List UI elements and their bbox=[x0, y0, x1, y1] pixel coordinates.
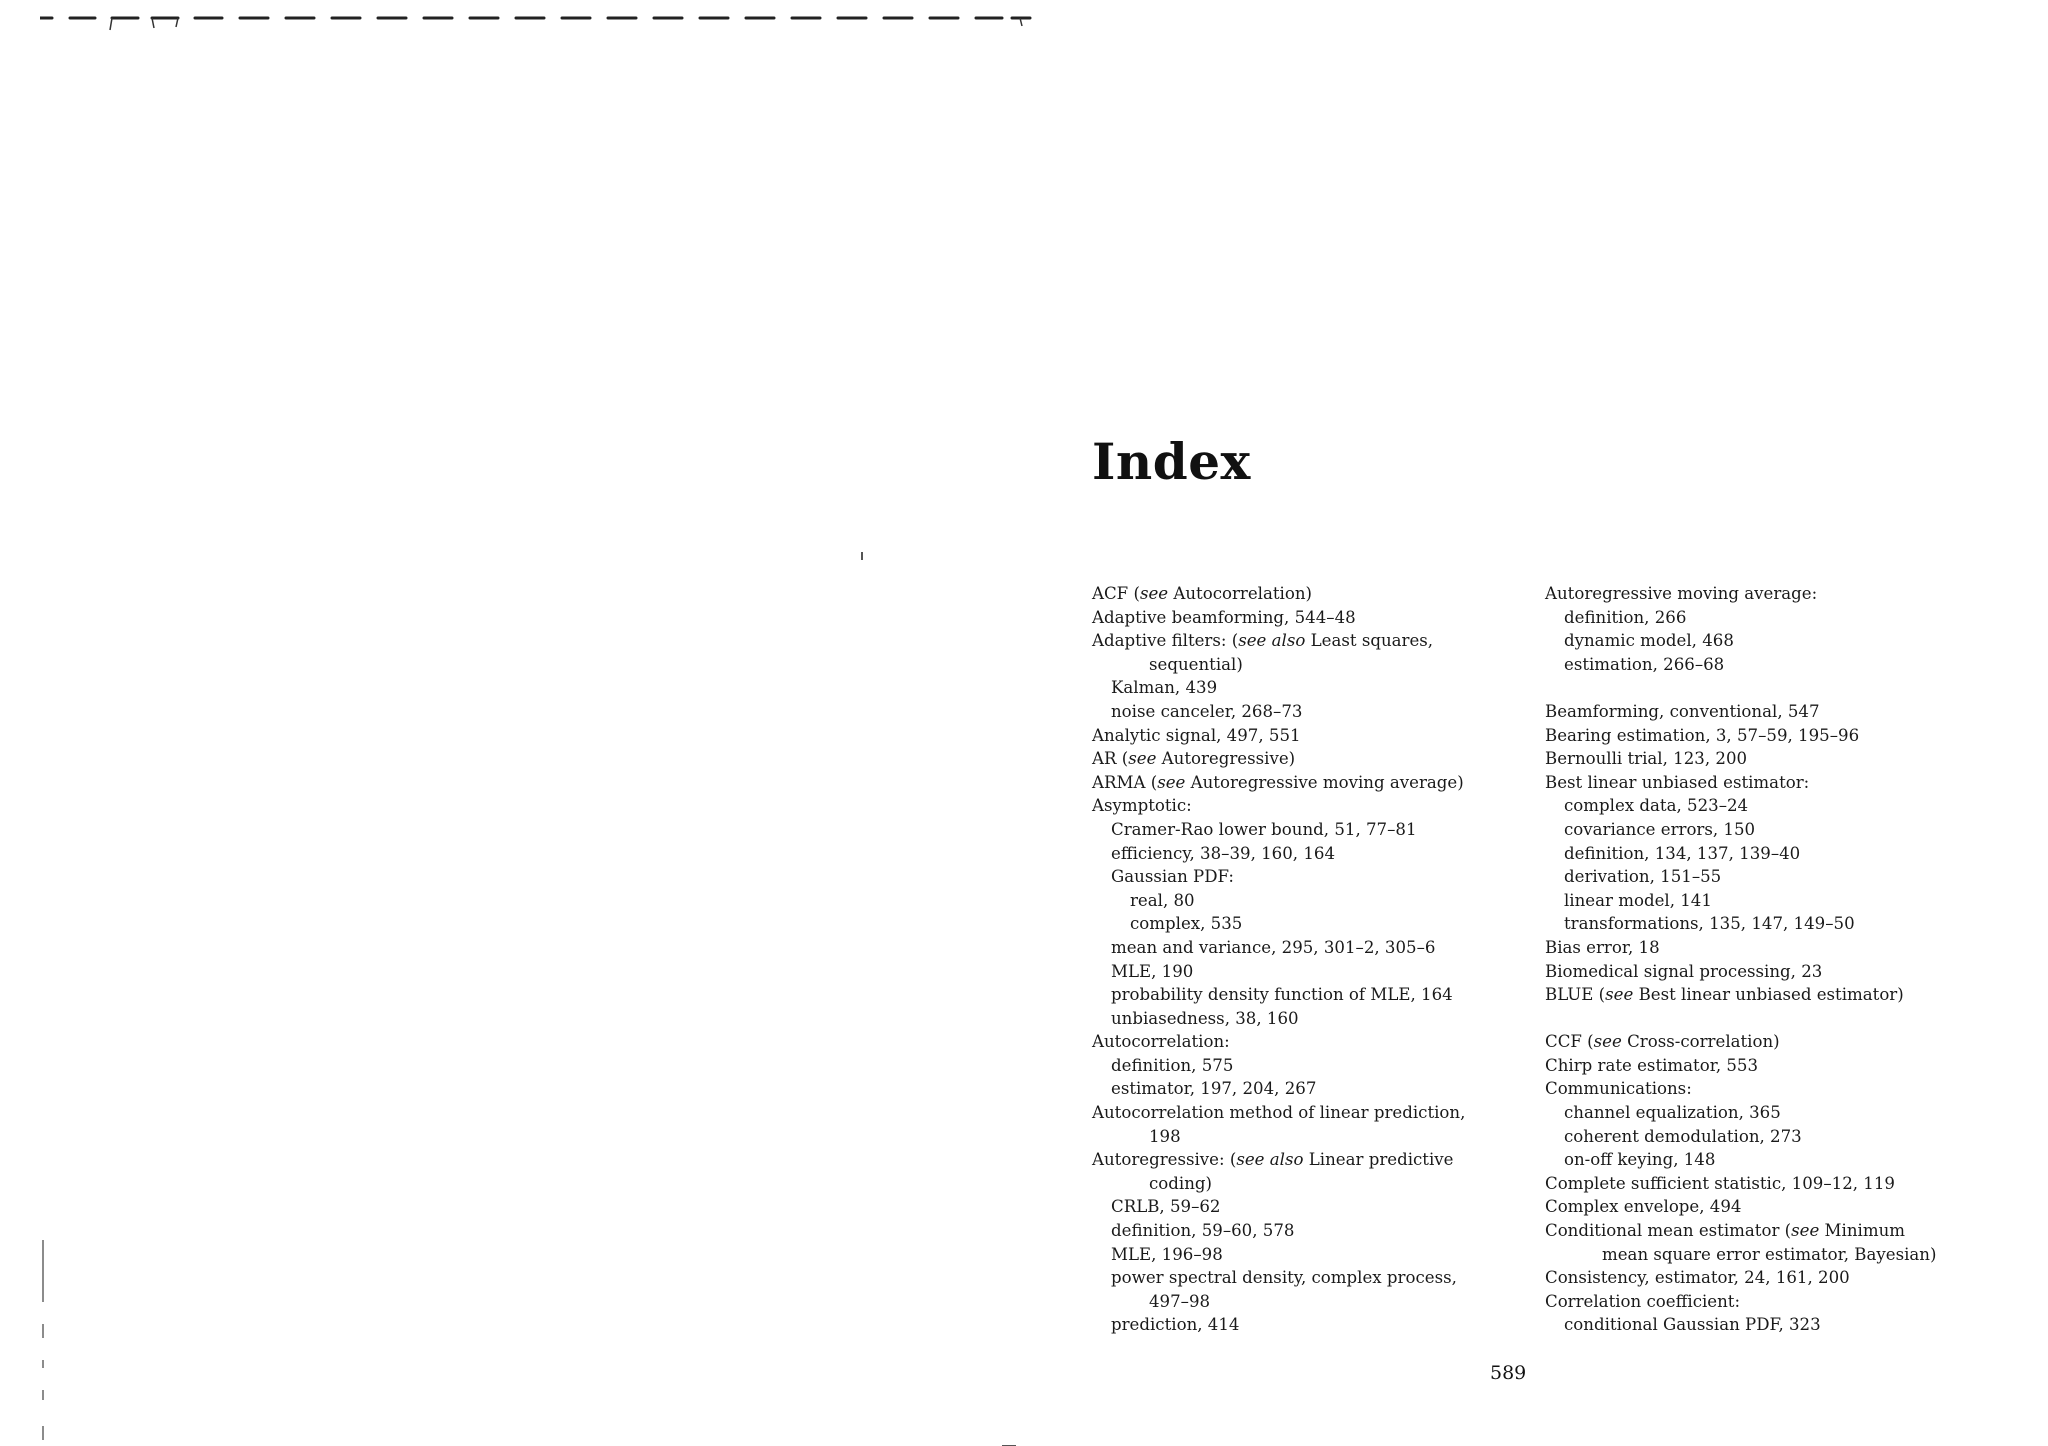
index-entry: power spectral density, complex process, bbox=[1111, 1268, 1457, 1288]
index-entry: mean and variance, 295, 301–2, 305–6 bbox=[1111, 937, 1436, 957]
index-entry: coding) bbox=[1149, 1173, 1212, 1193]
index-entry: 198 bbox=[1149, 1126, 1181, 1146]
index-entry: covariance errors, 150 bbox=[1564, 819, 1756, 839]
index-entry: transformations, 135, 147, 149–50 bbox=[1564, 914, 1855, 934]
scan-speck bbox=[861, 552, 863, 560]
index-entry: estimation, 266–68 bbox=[1564, 654, 1725, 674]
index-entry: Autocorrelation method of linear prediction, bbox=[1092, 1103, 1466, 1123]
index-entry: noise canceler, 268–73 bbox=[1111, 701, 1303, 721]
index-entry: Autoregressive: (see also Linear predictive bbox=[1092, 1150, 1454, 1170]
index-entry: Bernoulli trial, 123, 200 bbox=[1545, 749, 1748, 769]
index-entry: CCF (see Cross-correlation) bbox=[1545, 1032, 1780, 1052]
index-entry: channel equalization, 365 bbox=[1564, 1103, 1781, 1123]
index-entry: Conditional mean estimator (see Minimum bbox=[1545, 1221, 1906, 1241]
index-entry: mean square error estimator, Bayesian) bbox=[1602, 1244, 1937, 1264]
index-entry: definition, 59–60, 578 bbox=[1111, 1221, 1295, 1241]
index-entry: Autocorrelation: bbox=[1092, 1032, 1230, 1052]
index-entry: Kalman, 439 bbox=[1111, 678, 1218, 698]
index-entry: Consistency, estimator, 24, 161, 200 bbox=[1545, 1268, 1850, 1288]
index-entry: CRLB, 59–62 bbox=[1111, 1197, 1221, 1217]
see-reference: see bbox=[1139, 584, 1169, 603]
index-entry: Chirp rate estimator, 553 bbox=[1545, 1055, 1759, 1075]
index-entry: Biomedical signal processing, 23 bbox=[1545, 961, 1823, 981]
index-entry: estimator, 197, 204, 267 bbox=[1111, 1079, 1317, 1099]
page-number: 589 bbox=[1490, 1362, 1527, 1384]
index-entry: Gaussian PDF: bbox=[1111, 867, 1235, 887]
index-entry: Adaptive beamforming, 544–48 bbox=[1092, 607, 1356, 627]
index-entry: derivation, 151–55 bbox=[1564, 867, 1722, 887]
index-entry: complex, 535 bbox=[1130, 914, 1243, 934]
scan-edge-marks bbox=[40, 1240, 46, 1445]
index-entry: conditional Gaussian PDF, 323 bbox=[1564, 1315, 1821, 1335]
index-entry: efficiency, 38–39, 160, 164 bbox=[1111, 843, 1336, 863]
see-reference: see also bbox=[1238, 631, 1306, 651]
index-column-right bbox=[1545, 582, 2007, 1337]
index-entry: definition, 134, 137, 139–40 bbox=[1564, 843, 1801, 863]
index-spacer bbox=[1545, 676, 2007, 700]
see-reference: see bbox=[1593, 1032, 1622, 1052]
index-entry: Bias error, 18 bbox=[1545, 937, 1660, 957]
index-entry: complex data, 523–24 bbox=[1564, 796, 1749, 816]
index-entry: on-off keying, 148 bbox=[1564, 1150, 1716, 1170]
page-title: Index bbox=[1092, 432, 1251, 491]
index-entry: MLE, 196–98 bbox=[1111, 1244, 1223, 1264]
index-spacer bbox=[1545, 1007, 2007, 1031]
index-entry: probability density function of MLE, 164 bbox=[1111, 985, 1453, 1005]
index-entry: coherent demodulation, 273 bbox=[1564, 1126, 1802, 1146]
index-entry: real, 80 bbox=[1130, 890, 1195, 910]
index-entry: Bearing estimation, 3, 57–59, 195–96 bbox=[1545, 725, 1860, 745]
index-entry: Cramer-Rao lower bound, 51, 77–81 bbox=[1111, 819, 1417, 839]
index-entry: Complete sufficient statistic, 109–12, 119 bbox=[1545, 1173, 1895, 1193]
index-entry: 497–98 bbox=[1149, 1291, 1211, 1311]
index-entry: BLUE (see Best linear unbiased estimator) bbox=[1545, 985, 1904, 1005]
index-entry: ARMA (see Autoregressive moving average) bbox=[1092, 772, 1464, 792]
index-entry: Correlation coefficient: bbox=[1545, 1291, 1741, 1311]
see-reference: see bbox=[1791, 1221, 1820, 1241]
index-entry: sequential) bbox=[1149, 654, 1243, 674]
index-entry: Beamforming, conventional, 547 bbox=[1545, 701, 1820, 721]
index-entry: Asymptotic: bbox=[1092, 796, 1192, 816]
index-entry: Adaptive filters: (see also Least squares, bbox=[1092, 631, 1434, 651]
index-entry: prediction, 414 bbox=[1111, 1315, 1240, 1335]
index-entry: ACF (see Autocorrelation) bbox=[1092, 584, 1313, 603]
index-entry: Autoregressive moving average: bbox=[1545, 584, 1818, 603]
index-entry: linear model, 141 bbox=[1564, 890, 1712, 910]
index-entry: dynamic model, 468 bbox=[1564, 631, 1734, 651]
index-entry: unbiasedness, 38, 160 bbox=[1111, 1008, 1299, 1028]
index-entry: Analytic signal, 497, 551 bbox=[1092, 725, 1301, 745]
index-entry: Communications: bbox=[1545, 1079, 1692, 1099]
index-entry: Best linear unbiased estimator: bbox=[1545, 772, 1810, 792]
see-reference: see bbox=[1128, 749, 1157, 769]
see-reference: see also bbox=[1236, 1150, 1304, 1170]
scan-edge-dashes bbox=[40, 14, 1045, 32]
index-entry: definition, 575 bbox=[1111, 1055, 1234, 1075]
index-entry: definition, 266 bbox=[1564, 607, 1687, 627]
see-reference: see bbox=[1605, 985, 1634, 1005]
index-entry: AR (see Autoregressive) bbox=[1092, 749, 1296, 769]
see-reference: see bbox=[1157, 772, 1186, 792]
index-entry: Complex envelope, 494 bbox=[1545, 1197, 1742, 1217]
index-entry: MLE, 190 bbox=[1111, 961, 1194, 981]
index-column-left bbox=[1092, 582, 1512, 1337]
